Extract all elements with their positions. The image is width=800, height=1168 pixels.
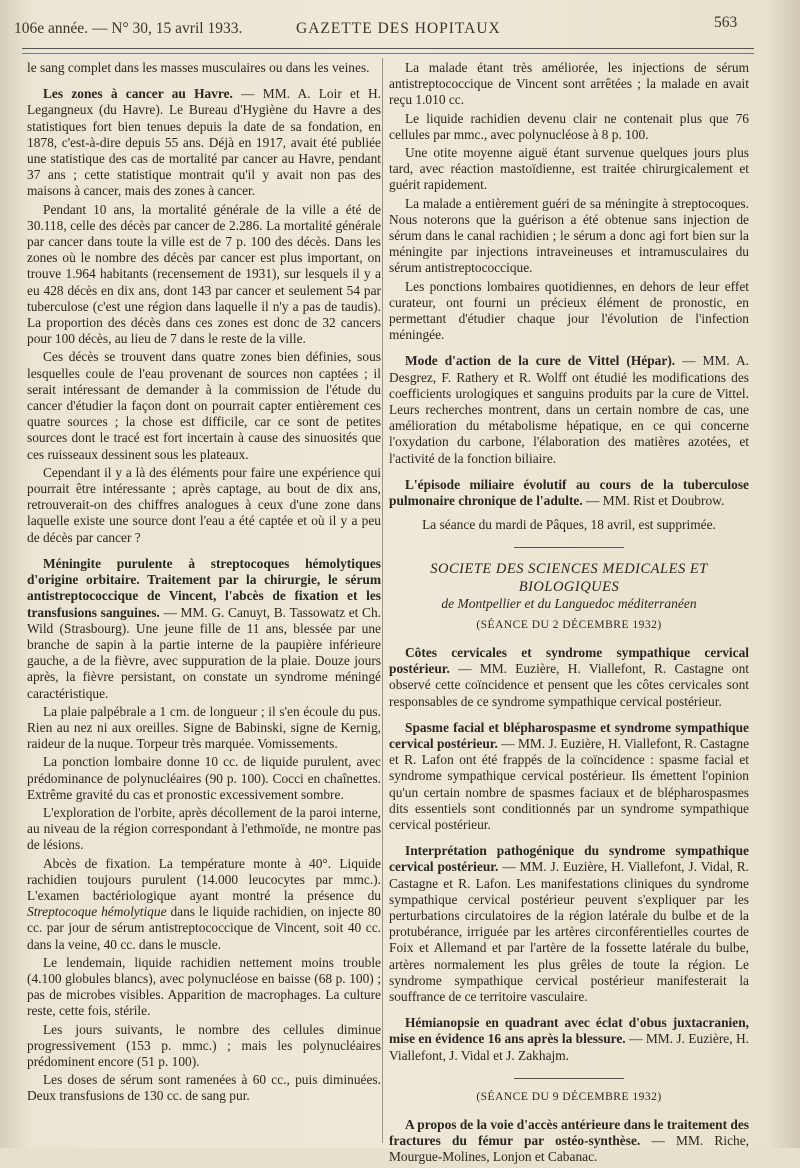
paragraph: Une otite moyenne aiguë étant survenue quelques jours plus tard, avec réaction mastoïdienne, est traitée chirurgicalement et guérit rapidement. (389, 145, 749, 193)
article-zones-cancer (27, 86, 381, 199)
article-title: Interprétation pathogénique du syndrome sympathique cervical postérieur. (389, 843, 749, 875)
paragraph: La malade étant très améliorée, les injections de sérum antistreptococcique de Vincent sont arrêtées ; la malade en avait reçu 1.010 cc. (389, 60, 749, 108)
paragraph: Cependant il y a là des éléments pour faire une expérience qui pourrait être intéressante ; après captage, au bout de dix ans, retrouverait-on des chiffres analogues à ceux d'une zone dans laquelle existe une source dont l'eau a été captée et où il y a peu de décès par cancer ? (27, 464, 381, 545)
paragraph: Les jours suivants, le nombre des cellules diminue progressivement (153 p. mmc.) ; mais les polynucléaires prédominent encore (51 p. 100). (27, 1021, 381, 1069)
paragraph: ont observé cette coïncidence et pensent que les côtes cervicales sont responsables de ce syndrome sympathique cervical postérieur. (389, 661, 750, 709)
paragraph: La plaie palpébrale a 1 cm. de longueur ; il s'en écoule du pus. Rien au nez ni aux oreilles. Signe de Babinski, signe de Kernig, raideur de la nuque. Torpeur très marquée. Vomissements. (27, 703, 381, 752)
article-authors: — MM. G. Canuyt, B. Tassowatz et Ch. Wild (Strasbourg). (27, 604, 382, 636)
page-header (14, 14, 738, 44)
right-column (389, 60, 749, 1168)
seance-note: La séance du mardi de Pâques, 18 avril, est supprimée. (422, 517, 716, 533)
paragraph: ont étudié les modifications des coefficients urologiques et sanguins produits par la cure de Vittel. Leurs recherches montrent, dans un certain nombre de cas, une amélioration du métabolisme hépatique, en ce qui concerne l'oxydation du carbone, l'élaboration des matières azotées, et l'activité de la fonction biliaire. (389, 369, 749, 466)
paragraph: Le lendemain, liquide rachidien nettement moins trouble (4.100 globules blancs), avec polynucléose en baisse (68 p. 100) ; pas de microbes visibles. Apparition de macrophages. La culture reste, cette fois, stérile. (27, 954, 381, 1019)
journal-title: GAZETTE DES HOPITAUX (296, 20, 501, 37)
article-authors: — MM. A. Desgrez, F. Rathery et R. Wolff (389, 353, 749, 385)
society-title: SOCIETE DES SCIENCES MEDICALES ET BIOLOGIQUES (430, 561, 708, 596)
left-column (27, 60, 381, 1107)
text-run: Abcès de fixation. La température monte à 40°. Liquide rachidien toujours purulent (14.000 leucocytes par mmc.). L'examen bactériologique ayant montré la présence du (27, 855, 381, 903)
italic-term: Streptocoque hémolytique (27, 904, 167, 920)
section-rule (514, 1078, 624, 1079)
article-cotes-cervicales (389, 645, 749, 710)
paragraph: Les doses de sérum sont ramenées à 60 cc., puis diminuées. Deux transfusions de 130 cc. de sang pur. (27, 1072, 381, 1104)
issue-info: 106e année. — N° 30, 15 avril 1933. (14, 20, 243, 37)
article-authors: — MM. Rist et Doubrow. (582, 493, 725, 509)
article-title: Méningite purulente à streptocoques hémolytiques d'origine orbitaire. Traitement par la chirurgie, le sérum antistreptococcique de Vincent, l'abcès de fixation et les transfusions sanguines. (27, 555, 381, 620)
article-meningite (27, 556, 381, 702)
paragraph: Le Bureau d'Hygiène du Havre a des statistiques fort bien tenues depuis la date de sa fondation, en 1878, c'est-à-dire depuis 55 ans. Déjà en 1917, avait été publiée une statistique des cas de mortalité par cancer au Havre, pendant 37 ans ; cette statistique montrait qu'il y avait non pas des maisons à cancer, mais des zones à cancer. (27, 102, 381, 199)
header-rule-secondary (22, 53, 754, 54)
article-interpretation (389, 843, 749, 1005)
article-title: A propos de la voie d'accès antérieure dans le traitement des fractures du fémur par ostéo-synthèse. (389, 1116, 749, 1149)
article-authors: — MM. Riche, Mourgue-Molines, Lonjon et Cabanac. (389, 1133, 749, 1165)
section-rule (514, 547, 624, 548)
article-authors: — MM. J. Euzière, H. Viallefont, J. Vidal et J. Zakhajm. (389, 1031, 749, 1063)
paragraph: L'exploration de l'orbite, après décollement de la paroi interne, au niveau de la région correspondant à l'ethmoïde, ne montre pas de lésions. (27, 804, 381, 853)
paragraph: Une jeune fille de 11 ans, blessée par une branche de sapin à la partie interne de la paupière inférieure gauche, a de la fièvre, avec suppuration de la plaie. Douze jours après, la fièvre persistant, on constate un syndrome méningé caractéristique. (27, 620, 381, 701)
society-subtitle: de Montpellier et du Languedoc méditerranéen (441, 596, 697, 612)
paragraph: le sang complet dans les masses musculaires ou dans les veines. (27, 60, 370, 75)
seance-date: (SÉANCE DU 9 DÉCEMBRE 1932) (476, 1090, 662, 1103)
article-title: Hémianopsie en quadrant avec éclat d'obus juxtacranien, mise en évidence 16 ans après la blessure. (389, 1015, 749, 1047)
article-spasme-facial (389, 720, 749, 833)
column-divider (382, 58, 383, 1143)
paragraph: ont été frappés de la coïncidence : spasme facial et syndrome sympathique cervical postérieur. Ils émettent l'opinion qu'un certain nombre de spasmes faciaux et de blépharospasmes dits essentiels sont conditionnés par un syndrome sympathique cervical postérieur. (389, 752, 749, 832)
paragraph: Les manifestations cliniques du syndrome sympathique cervical postérieur peuvent s'expliquer par les perturbations circulatoires de la région latérale du bulbe et de la protubérance, irriguée par les artères circonférentielles courtes de Foix et Allemand et par l'artère de la fossette latérale du bulbe, artères normalement les plus grêles de toute la région. Le syndrome sympathique cervical postérieur manifesterait la souffrance de ce territoire vasculaire. (389, 875, 750, 1004)
article-title: Mode d'action de la cure de Vittel (Hépar). (405, 353, 676, 369)
article-vittel (389, 353, 749, 466)
paragraph: Ces décès se trouvent dans quatre zones bien définies, sous lesquelles coule de l'eau provenant de sources non captées ; il serait intéressant de demander à la commission de l'étude du cancer d'étudier la façon dont on pourrait capter entièrement ces quatre sources ; la chose est difficile, car ce sont de petites sources dont le tracé est fort incertain à cause des sinuosités que ces ruisseaux dessinent sous les plateaux. (27, 349, 381, 462)
article-tuberculose (389, 477, 749, 509)
article-femur (389, 1117, 749, 1166)
paragraph: La ponction lombaire donne 10 cc. de liquide purulent, avec prédominance de polynucléaires (90 p. 100). Cocci en chaînettes. Extrême gravité du cas et pronostic excessivement sombre. (27, 754, 381, 802)
paragraph: Les ponctions lombaires quotidiennes, en dehors de leur effet curateur, ont fourni un précieux élément de pronostic, en permettant d'étudier chaque jour l'évolution de l'infection méningée. (389, 278, 749, 343)
article-title: Les zones à cancer au Havre. (43, 86, 233, 102)
article-authors: — MM. A. Loir et H. Legangneux (du Havre). (27, 86, 381, 118)
article-authors: — MM. J. Euzière, H. Viallefont, R. Castagne et R. Lafon (389, 735, 750, 768)
paragraph (27, 856, 381, 953)
article-authors: — MM. Euzière, H. Viallefont, R. Castagne (449, 661, 724, 677)
article-authors: — MM. J. Euzière, H. Viallefont, J. Vidal, R. Castagne et R. Lafon. (389, 859, 750, 891)
paragraph: La malade a entièrement guéri de sa méningite à streptocoques. Nous noterons que la guérison a été obtenue sans injection de sérum dans le canal rachidien ; le sérum a donc agi fort bien sur la méningite par injections intraveineuses et intramusculaires du sérum antistreptococcique. (389, 195, 749, 276)
article-title: Spasme facial et blépharospasme et syndrome sympathique cervical postérieur. (389, 719, 749, 751)
paragraph: Le liquide rachidien devenu clair ne contenait plus que 76 cellules par mmc., avec polynucléose à 8 p. 100. (389, 110, 749, 142)
text-run: dans le liquide rachidien, on injecte 80 cc. par jour de sérum antistreptococcique de Vincent, soit 40 cc. dans la veine, 40 cc. dans le muscle. (27, 904, 382, 952)
article-title: L'épisode miliaire évolutif au cours de la tuberculose pulmonaire chronique de l'adulte. (389, 476, 749, 509)
page-number: 563 (714, 14, 738, 31)
article-title: Côtes cervicales et syndrome sympathique cervical postérieur. (389, 644, 749, 677)
seance-date: (SÉANCE DU 2 DÉCEMBRE 1932) (476, 618, 662, 631)
paragraph: Pendant 10 ans, la mortalité générale de la ville a été de 30.118, celle des décès par cancer de 2.286. La mortalité générale par cancer dans toute la ville est de 7 p. 100 des décès. Dans les zones où le nombre des décès par cancer est plus important, on trouve 1.964 habitants (recensement de 1931), sur lesquels il y a eu 428 décès en dix ans, dont 143 par cancer et seulement 54 par tuberculose (c'est une région dans laquelle il n'y a pas de taudis). La proportion des décès dans ces zones est donc de 32 cancers pour 100 décès, au lieu de 7 dans le reste de la ville. (27, 201, 381, 347)
article-hemianopsie (389, 1015, 749, 1064)
header-rule (22, 48, 754, 49)
